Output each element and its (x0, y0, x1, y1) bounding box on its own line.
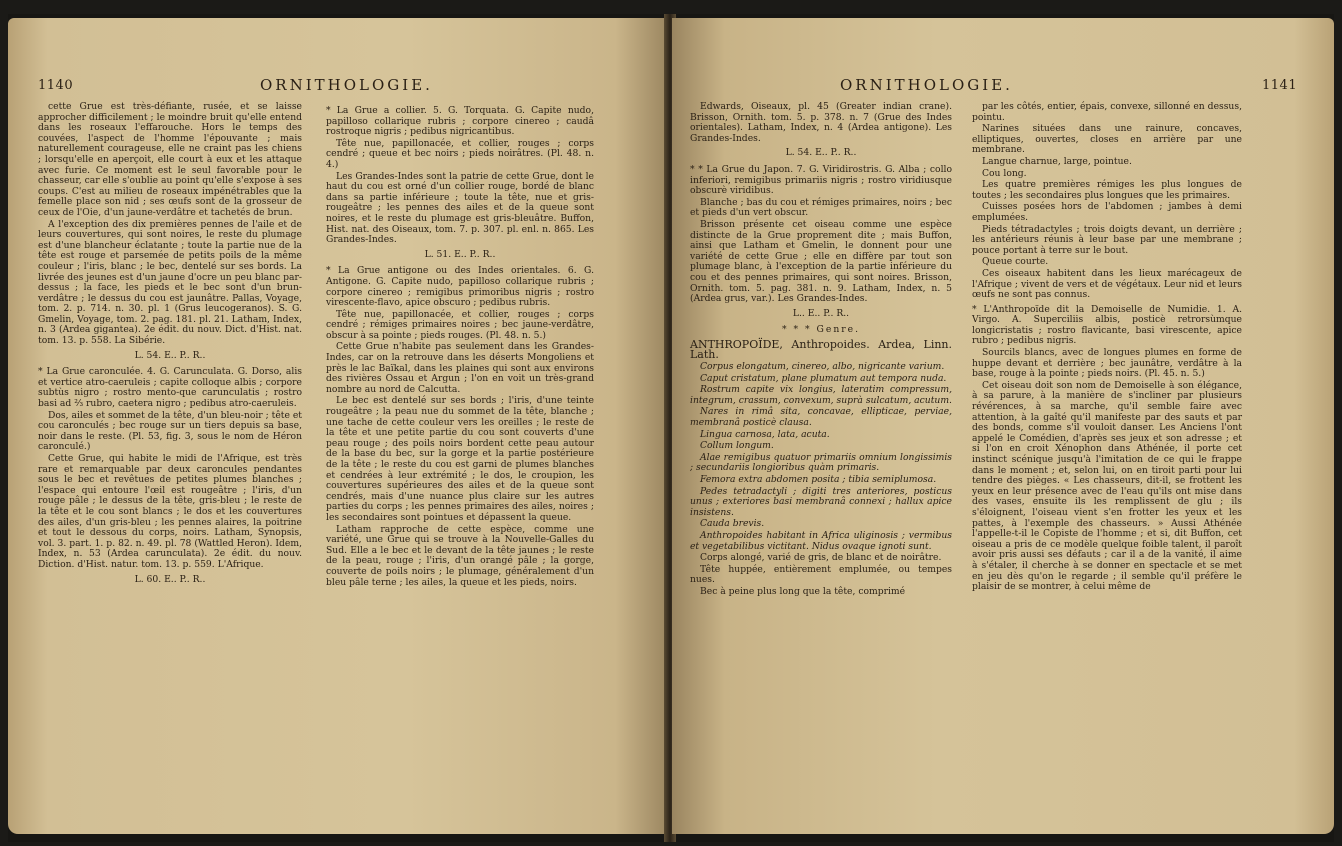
paragraph: Langue charnue, large, pointue. (982, 155, 1132, 167)
species-heading: * La Grue a collier. 5. G. Torquata. G. Capite nudo, papilloso collarique rubris ; corpore cinereo ; caudâ rostroque nigris ; pedibus nigricantibus. (326, 105, 594, 138)
right-page (672, 18, 1334, 834)
paragraph: Rostrum capite vix longius, lateratim compressum, integrum, crassum, convexum, suprà sulcatum, acutum. (690, 384, 952, 406)
paragraph: Narines situées dans une rainure, concaves, elliptiques, ouvertes, closes en arrière par une membrane. (972, 123, 1242, 156)
paragraph: Caput cristatum, plane plumatum aut tempora nuda. (700, 372, 947, 384)
paragraph: Cuisses posées hors de l'abdomen ; jambes à demi emplumées. (972, 201, 1242, 223)
paragraph: Lingua carnosa, lata, acuta. (700, 428, 830, 440)
measurement-line: L. 51. E.. P.. R.. (424, 248, 496, 260)
paragraph: Les quatre premières rémiges les plus longues de toutes ; les secondaires plus longues que les primaires. (972, 179, 1242, 201)
paragraph: cette Grue est très-défiante, rusée, et se laisse approcher difficilement ; le moindre bruit qu'elle entend dans les roseaux l'effarouche. Hors le temps des couvées, l'aspect de l'homme l'épouvante ; mais naturellement courageuse, elle ne craint pas les chiens ; lorsqu'elle en aperçoit, elle court à eux et les attaque avec furie. Ce moment est le seul favorable pour le chasseur, car elle s'oublie au point qu'elle s'expose à ses coups. C'est au milieu de roseaux impénétrables que la femelle place son nid ; ses œufs sont de la grosseur de ceux de l'Oie, d'un jaune-verdâtre et tachetés de brun. (38, 101, 302, 218)
paragraph: Corps alongé, varié de gris, de blanc et de noirâtre. (700, 552, 942, 564)
paragraph: Nares in rimâ sita, concavae, ellipticae, perviae, membranâ posticè clausa. (690, 406, 952, 429)
measurement-line: L. 54. E.. P.. R.. (134, 349, 206, 361)
paragraph: Bec à peine plus long que la tête, comprimé (700, 585, 906, 597)
genus-heading: ANTHROPOÏDE, Anthropoides. Ardea, Linn. Lath. (690, 337, 952, 362)
paragraph: Dos, ailes et sommet de la tête, d'un bleu-noir ; tête et cou caronculés ; bec rouge sur un tiers depuis sa base, noir dans le reste. (Pl. 53, fig. 3, sous le nom de Héron caronculé.) (38, 409, 302, 453)
paragraph: Pedes tetradactyli ; digiti tres anteriores, posticus unus ; exteriores basi membranâ connexi ; hallux apice insistens. (690, 485, 952, 518)
species-heading: * La Grue caronculée. 4. G. Carunculata. G. Dorso, alis et vertice atro-caeruleis ; capite colloque albis ; corpore subtùs nigro ; rostro mento-que carunculatis ; rostro basi ad ⅔ rubro, caetera nigro ; pedibus atro-caeruleis. (38, 366, 302, 410)
right-column-2 (972, 102, 1242, 594)
left-column-1 (38, 102, 302, 591)
paragraph: Cette Grue, qui habite le midi de l'Afrique, est très rare et remarquable par deux caroncules pendantes sous le bec et revêtues de petites plumes blanches ; l'espace qui entoure l'œil est rougeâtre ; l'iris, d'un rouge pâle ; le dessus de la tête, gris-bleu ; le reste de la tête et le cou sont blancs ; le dos et les couvertures des ailes, d'un gris-bleu ; les pennes alaires, la poitrine et tout le dessous du corps, noirs. Latham, Synopsis, vol. 3. part. 1. p. 82. n. 49. pl. 78 (Wattled Heron). Idem, Index, n. 53 (Ardea carunculata). 2e édit. du nouv. Diction. d'Hist. natur. tom. 13. p. 559. L'Afrique. (38, 453, 302, 570)
paragraph: Tête nue, papillonacée, et collier, rouges ; corps cendré ; rémiges primaires noires ; bec jaune-verdâtre, obscur à sa pointe ; pieds rouges. (Pl. 48. n. 5.) (326, 308, 594, 341)
open-book (8, 14, 1334, 842)
paragraph: Tête huppée, entièrement emplumée, ou tempes nues. (690, 563, 952, 586)
running-head: ORNITHOLOGIE. (260, 76, 433, 94)
paragraph: Cet oiseau doit son nom de Demoiselle à son élégance, à sa parure, à la manière de s'incliner par plusieurs révérences, à sa marche, qu'il semble faire avec attention, à la gaîté qu'il manifeste par des sauts et par des bonds, comme s'il vouloit danser. Les Anciens l'ont appelé le Comédien, d'après ses jeux et son adresse ; et si l'on en croit Xénophon dans Athénée, il porte cet instinct scénique jusqu'à l'imitation de ce qui le frappe dans le moment ; et, selon lui, on en tiroit parti pour lui tendre des pièges. « Les chasseurs, dit-il, se frottent les yeux en leur présence avec de l'eau qu'ils ont mise dans des vases, ensuite ils les remplissent de glu ; ils s'éloignent, l'oiseau vient s'en frotter les yeux et les pattes, à l'exemple des chasseurs. » Aussi Athénée l'appelle-t-il le Copiste de l'homme ; et si, dit Buffon, cet oiseau a pris de ce modèle quelque foible talent, il paroît avoir pris aussi ses défauts ; car il a de la vanité, il aime à s'étaler, il cherche à se donner en spectacle et se met en jeu dès qu'on le regarde ; il semble qu'il préfère le plaisir de se montrer, à celui même de (972, 379, 1242, 593)
right-column-1 (690, 102, 952, 599)
paragraph: Corpus elongatum, cinereo, albo, nigricante varium. (700, 361, 945, 373)
paragraph: Pieds tétradactyles ; trois doigts devant, un derrière ; les antérieurs réunis à leur base par une membrane ; pouce portant à terre sur le bout. (972, 223, 1242, 256)
paragraph: Ces oiseaux habitent dans les lieux marécageux de l'Afrique ; vivent de vers et de végétaux. Leur nid et leurs œufs ne sont pas connus. (972, 267, 1242, 301)
paragraph: Le bec est dentelé sur ses bords ; l'iris, d'une teinte rougeâtre ; la peau nue du sommet de la tête, blanche ; une tache de cette couleur vers les oreilles ; le reste de la tête et une petite partie du cou sont couverts d'une peau rouge ; des poils noirs bordent cette peau autour de la base du bec, sur la gorge et la partie postérieure de la tête ; le reste du cou est garni de plumes blanches et cendrées à leur extrémité ; le dos, le croupion, les couvertures supérieures des ailes et de la queue sont cendrés, mais d'une nuance plus claire sur les autres parties du corps ; les pennes primaires des ailes, noires ; les secondaires sont pointues et dépassent la queue. (326, 395, 594, 523)
paragraph: Femora extra abdomen posita ; tibia semiplumosa. (700, 474, 937, 485)
measurement-line: L. 60. E.. P.. R.. (134, 573, 206, 585)
paragraph: Cou long. (982, 167, 1027, 179)
left-column-2 (326, 102, 594, 589)
paragraph: Brisson présente cet oiseau comme une espèce distincte de la Grue proprement dite ; mais Buffon, ainsi que Latham et Gmelin, le donnent pour une variété de cette Grue ; elle en diffère par tout son plumage blanc, à l'exception de la partie inférieure du cou et des pennes primaires, qui sont noires. Brisson, Ornith. tom. 5. pag. 381. n. 9. Latham, Index, n. 5 (Ardea grus, var.). Les Grandes-Indes. (690, 218, 952, 305)
species-heading: * * La Grue du Japon. 7. G. Viridirostris. G. Alba ; collo inferiori, remigibus primariis nigris ; rostro viridiusque obscurè viridibus. (690, 163, 952, 197)
paragraph: Latham rapproche de cette espèce, comme une variété, une Grue qui se trouve à la Nouvelle-Galles du Sud. Elle a le bec et le devant de la tête jaunes ; le reste de la peau, rouge ; l'iris, d'un orangé pâle ; la gorge, couverte de poils noirs ; le plumage, généralement d'un bleu pâle terne ; les ailes, la queue et les pieds, noirs. (326, 523, 594, 588)
paragraph: Cette Grue n'habite pas seulement dans les Grandes-Indes, car on la retrouve dans les déserts Mongoliens et près le lac Baïkal, dans les plaines qui sont aux environs des rivières Ossau et Argun ; l'on en voit un très-grand nombre au nord de Calcutta. (326, 341, 594, 395)
paragraph: par les côtés, entier, épais, convexe, sillonné en dessus, pointu. (972, 101, 1242, 123)
measurement-line: L. 54. E.. P.. R.. (785, 147, 857, 159)
paragraph: Anthropoides habitant in Africa uliginosis ; vermibus et vegetabilibus victitant. Nidus ovaque ignoti sunt. (690, 529, 952, 552)
page-number: 1141 (1262, 78, 1298, 93)
species-heading: * La Grue antigone ou des Indes orientales. 6. G. Antigone. G. Capite nudo, papilloso collarique rubris ; corpore cinereo ; remigibus primoribus nigris ; rostro virescente-flavo, apice obscuro ; pedibus rubris. (326, 265, 594, 309)
left-page (8, 18, 668, 834)
paragraph: Blanche ; bas du cou et rémiges primaires, noirs ; bec et pieds d'un vert obscur. (690, 196, 952, 219)
page-number: 1140 (38, 78, 74, 93)
paragraph: Alae remigibus quatuor primariis omnium longissimis ; secundariis longioribus quàm primaris. (690, 451, 952, 474)
paragraph: Edwards, Oiseaux, pl. 45 (Greater indian crane). Brisson, Ornith. tom. 5. p. 378. n. 7 (Grue des Indes orientales). Latham, Index, n. 4 (Ardea antigone). Les Grandes-Indes. (690, 101, 952, 144)
paragraph: Cauda brevis. (700, 518, 765, 530)
paragraph: Queue courte. (982, 256, 1049, 268)
section-heading: * * * Genre. (782, 324, 860, 336)
paragraph: Tête nue, papillonacée, et collier, rouges ; corps cendré ; queue et bec noirs ; pieds noirâtres. (Pl. 48. n. 4.) (326, 137, 594, 170)
species-heading: * L'Anthropoïde dit la Demoiselle de Numidie. 1. A. Virgo. A. Superciliis albis, posticè retrorsùmque longicristatis ; rostro flavicante, basi virescente, apice rubro ; pedibus nigris. (972, 303, 1242, 347)
paragraph: A l'exception des dix premières pennes de l'aile et de leurs couvertures, qui sont noires, le reste du plumage est d'une blancheur éclatante ; toute la partie nue de la tête est rouge et parsemée de petits poils de la même couleur ; l'iris, blanc ; le bec, dentelé sur ses bords. La livrée des jeunes est d'un jaune d'ocre un peu blanc par-dessus ; la face, les pieds et le bec sont d'un brun-verdâtre ; le dessus du cou est jaunâtre. Pallas, Voyage, tom. 2. p. 714. n. 30. pl. 1 (Grus leucogeranos). S. G. Gmelin, Voyage, tom. 2. pag. 181. pl. 21. Latham, Index, n. 3 (Ardea gigantea). 2e édit. du nouv. Dict. d'Hist. nat. tom. 13. p. 558. La Sibérie. (38, 218, 302, 347)
paragraph: Les Grandes-Indes sont la patrie de cette Grue, dont le haut du cou est orné d'un collier rouge, bordé de blanc dans sa partie inférieure ; toute la tête, nue et gris-rougeâtre ; les pennes des ailes et de la queue sont noires, et le reste du plumage est gris-bleuâtre. Buffon, Hist. nat. des Oiseaux, tom. 7. p. 307. pl. enl. n. 865. Les Grandes-Indes. (326, 170, 594, 246)
paragraph: Collum longum. (700, 440, 774, 452)
paragraph: Sourcils blancs, avec de longues plumes en forme de huppe devant et derrière ; bec jaunâtre, verdâtre à la base, rouge à la pointe ; pieds noirs. (Pl. 45. n. 5.) (972, 347, 1242, 380)
running-head: ORNITHOLOGIE. (840, 76, 1013, 94)
measurement-line: L.. E.. P.. R.. (792, 307, 850, 319)
